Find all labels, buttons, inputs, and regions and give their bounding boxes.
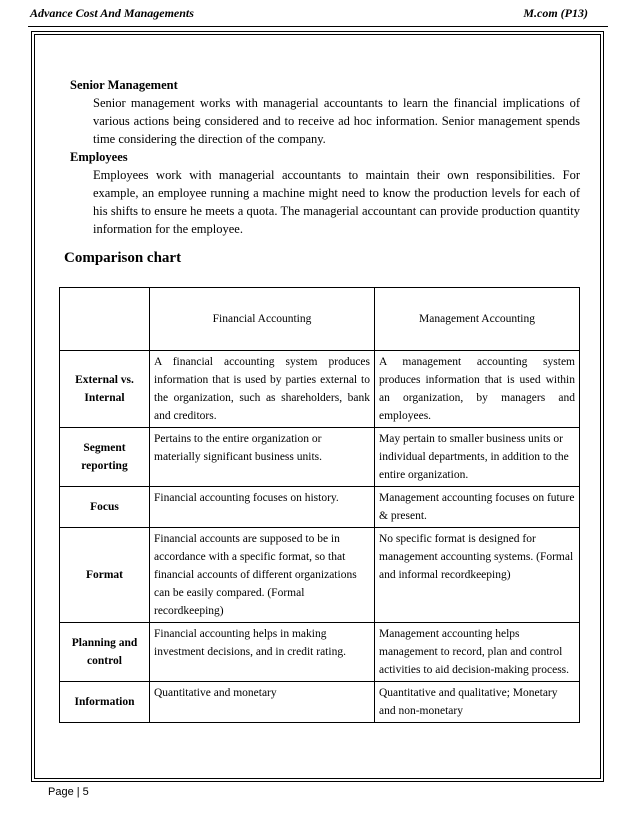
table-header-cell: Financial Accounting (150, 288, 375, 351)
header-doc-title: Advance Cost And Managements (30, 6, 194, 20)
financial-cell: Quantitative and monetary (150, 682, 375, 723)
section-heading: Employees (70, 150, 128, 164)
row-label: Format (60, 528, 150, 623)
management-cell: A management accounting system produces information that is used within an organization, by managers and employees. (375, 351, 580, 428)
section-senior-management (70, 76, 580, 148)
table-row (60, 428, 580, 487)
financial-cell: Financial accounting helps in making investment decisions, and in credit rating. (150, 623, 375, 682)
management-cell: Management accounting focuses on future & present. (375, 487, 580, 528)
comparison-table (59, 287, 580, 723)
table-row (60, 623, 580, 682)
page-number: Page | 5 (48, 786, 89, 798)
management-cell: Quantitative and qualitative; Monetary and non-monetary (375, 682, 580, 723)
management-cell: Management accounting helps management to record, plan and control activities to aid decision-making process. (375, 623, 580, 682)
row-label: Planning and control (60, 623, 150, 682)
row-label: Focus (60, 487, 150, 528)
row-label: External vs. Internal (60, 351, 150, 428)
section-employees (70, 148, 580, 238)
table-header-row (60, 288, 580, 351)
financial-cell: Pertains to the entire organization or materially significant business units. (150, 428, 375, 487)
table-row (60, 528, 580, 623)
row-label: Segment reporting (60, 428, 150, 487)
financial-cell: A financial accounting system produces information that is used by parties external to the organization, such as shareholders, bank and creditors. (150, 351, 375, 428)
section-heading: Senior Management (70, 78, 178, 92)
management-cell: May pertain to smaller business units or individual departments, in addition to the entire organization. (375, 428, 580, 487)
table-row (60, 682, 580, 723)
financial-cell: Financial accounting focuses on history. (150, 487, 375, 528)
header-rule (28, 26, 608, 27)
header-course-code: M.com (P13) (523, 6, 588, 20)
table-header-cell: Management Accounting (375, 288, 580, 351)
comparison-chart-title: Comparison chart (64, 250, 182, 266)
table-row (60, 351, 580, 428)
management-cell: No specific format is designed for management accounting systems. (Formal and informal recordkeeping) (375, 528, 580, 623)
section-body: Senior management works with managerial accountants to learn the financial implications of various actions being considered and to receive ad hoc information. Senior management spends time considering the direction of the company. (93, 96, 580, 146)
section-body: Employees work with managerial accountants to maintain their own responsibilities. For example, an employee running a machine might need to know the production levels for each of his shifts to ensure he meets a quota. The managerial accountant can provide production quantity information for the employee. (93, 168, 580, 236)
financial-cell: Financial accounts are supposed to be in accordance with a specific format, so that financial accounts of different organizations can be easily compared. (Formal recordkeeping) (150, 528, 375, 623)
row-label: Information (60, 682, 150, 723)
table-row (60, 487, 580, 528)
table-header-cell (60, 288, 150, 351)
